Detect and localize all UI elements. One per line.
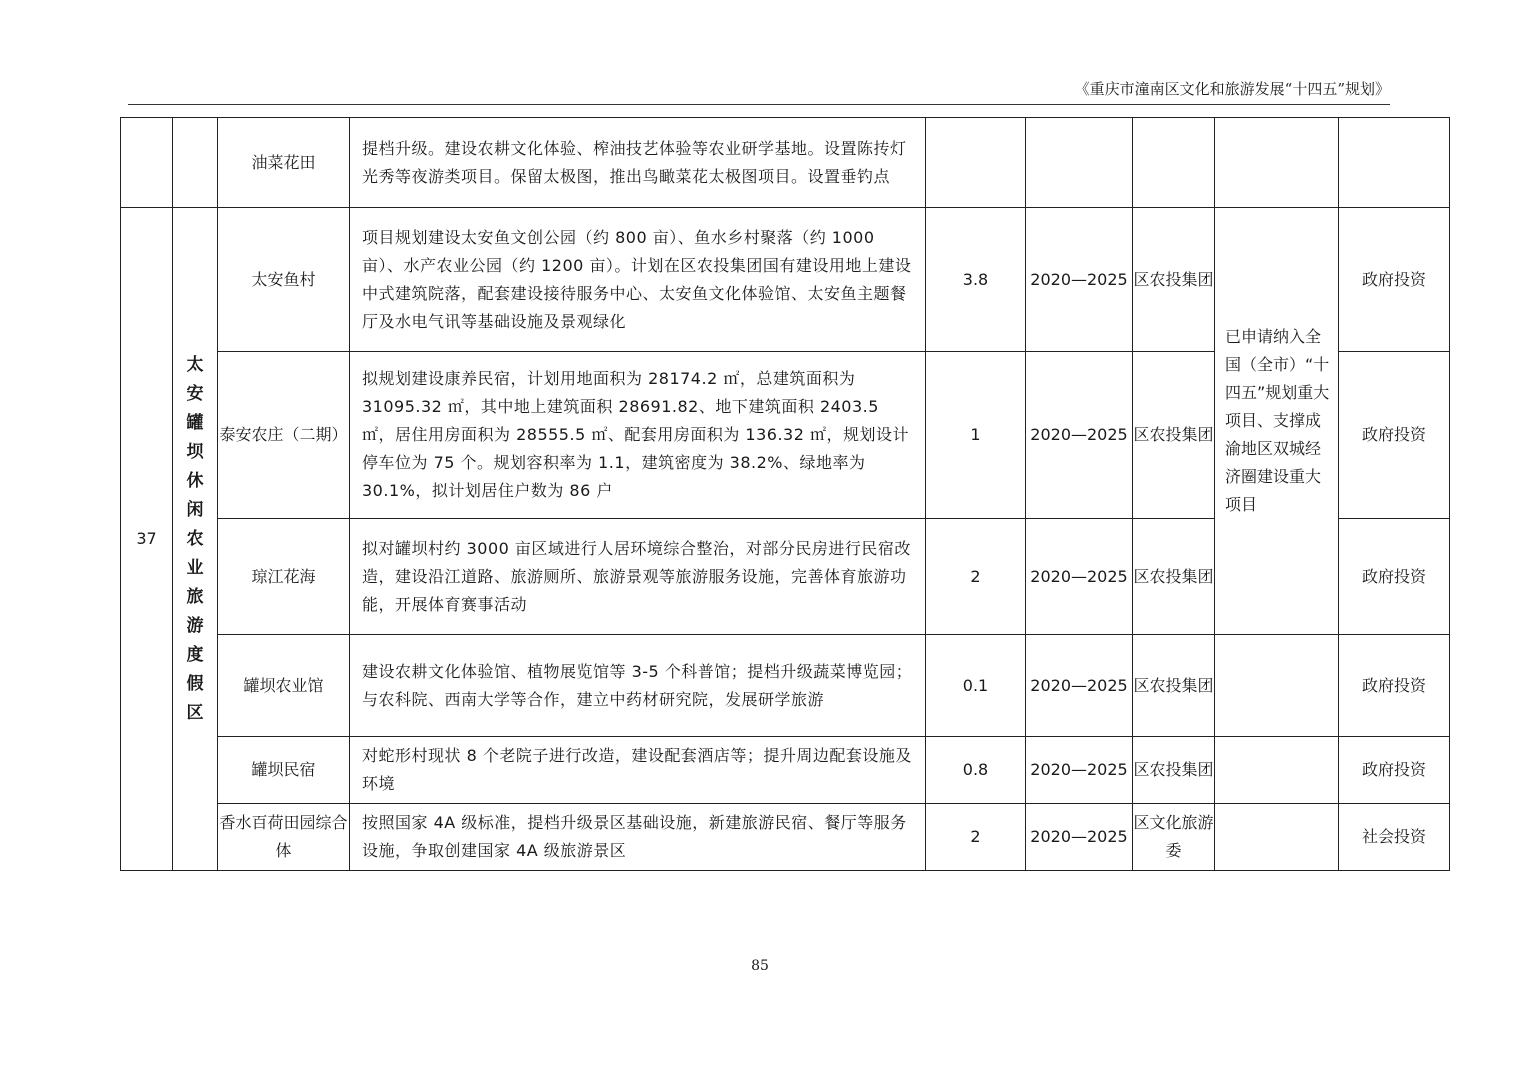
owner-cell: 区农投集团: [1133, 208, 1215, 352]
investment-cell: 0.1: [926, 635, 1026, 737]
investment-cell: 2: [926, 804, 1026, 871]
funding-cell: 政府投资: [1339, 352, 1450, 519]
project-name: 琼江花海: [218, 519, 350, 635]
project-description: 提档升级。建设农耕文化体验、榨油技艺体验等农业研学基地。设置陈抟灯光秀等夜游类项目。保留太极图，推出鸟瞰菜花太极图项目。设置垂钓点: [350, 118, 926, 208]
table-row: [121, 118, 1450, 208]
project-name: 太安鱼村: [218, 208, 350, 352]
investment-cell: 2: [926, 519, 1026, 635]
owner-cell: 区文化旅游委: [1133, 804, 1215, 871]
funding-cell: 社会投资: [1339, 804, 1450, 871]
period-cell: 2020—2025: [1026, 352, 1133, 519]
owner-cell: 区农投集团: [1133, 635, 1215, 737]
funding-cell: 政府投资: [1339, 737, 1450, 804]
index-cell: [121, 118, 173, 208]
document-header: [128, 76, 1390, 105]
table-row: [121, 635, 1450, 737]
project-name: 泰安农庄（二期）: [218, 352, 350, 519]
note-cell: [1215, 737, 1339, 804]
owner-cell: [1133, 118, 1215, 208]
project-description: 按照国家 4A 级标准，提档升级景区基础设施，新建旅游民宿、餐厅等服务设施，争取创建国家 4A 级旅游景区: [350, 804, 926, 871]
owner-cell: 区农投集团: [1133, 519, 1215, 635]
project-name: 罐坝农业馆: [218, 635, 350, 737]
period-cell: 2020—2025: [1026, 737, 1133, 804]
project-description: 项目规划建设太安鱼文创公园（约 800 亩）、鱼水乡村聚落（约 1000 亩）、水产农业公园（约 1200 亩）。计划在区农投集团国有建设用地上建设中式建筑院落，配套建设接待服务中心、太安鱼文化体验馆、太安鱼主题餐厅及水电气讯等基础设施及景观绿化: [350, 208, 926, 352]
project-name: 罐坝民宿: [218, 737, 350, 804]
owner-cell: 区农投集团: [1133, 737, 1215, 804]
period-cell: 2020—2025: [1026, 804, 1133, 871]
investment-cell: 0.8: [926, 737, 1026, 804]
period-cell: 2020—2025: [1026, 635, 1133, 737]
project-name: 油菜花田: [218, 118, 350, 208]
funding-cell: 政府投资: [1339, 208, 1450, 352]
note-cell: 已申请纳入全国（全市）“十四五”规划重大项目、支撑成渝地区双城经济圈建设重大项目: [1215, 208, 1339, 635]
group-index: 37: [121, 208, 173, 871]
period-cell: 2020—2025: [1026, 208, 1133, 352]
project-description: 拟对罐坝村约 3000 亩区域进行人居环境综合整治，对部分民房进行民宿改造，建设沿江道路、旅游厕所、旅游景观等旅游服务设施，完善体育旅游功能，开展体育赛事活动: [350, 519, 926, 635]
project-description: 对蛇形村现状 8 个老院子进行改造，建设配套酒店等；提升周边配套设施及环境: [350, 737, 926, 804]
project-description: 建设农耕文化体验馆、植物展览馆等 3-5 个科普馆；提档升级蔬菜博览园；与农科院、西南大学等合作，建立中药材研究院，发展研学旅游: [350, 635, 926, 737]
period-cell: [1026, 118, 1133, 208]
zone-name-cell: [173, 208, 218, 871]
funding-cell: 政府投资: [1339, 635, 1450, 737]
funding-cell: [1339, 118, 1450, 208]
note-cell: [1215, 804, 1339, 871]
note-cell: [1215, 118, 1339, 208]
investment-cell: [926, 118, 1026, 208]
investment-cell: 3.8: [926, 208, 1026, 352]
owner-cell: 区农投集团: [1133, 352, 1215, 519]
document-title: 《重庆市潼南区文化和旅游发展“十四五”规划》: [1074, 80, 1390, 98]
funding-cell: 政府投资: [1339, 519, 1450, 635]
project-description: 拟规划建设康养民宿，计划用地面积为 28174.2 ㎡，总建筑面积为 31095.32 ㎡，其中地上建筑面积 28691.82、地下建筑面积 2403.5 ㎡，居住用房面积为 28555.5 ㎡、配套用房面积为 136.32 ㎡，规划设计停车位为 75 个。规划容积率为 1.1，建筑密度为 38.2%、绿地率为 30.1%，拟计划居住户数为 86 户: [350, 352, 926, 519]
zone-cell: [173, 118, 218, 208]
period-cell: 2020—2025: [1026, 519, 1133, 635]
table-row: [121, 737, 1450, 804]
page-number: 85: [751, 958, 769, 974]
note-cell: [1215, 635, 1339, 737]
project-name: 香水百荷田园综合体: [218, 804, 350, 871]
project-table: [120, 117, 1450, 871]
table-row: [121, 208, 1450, 352]
table-row: [121, 804, 1450, 871]
zone-name: 太安罐坝休闲农业旅游度假区: [186, 354, 204, 723]
investment-cell: 1: [926, 352, 1026, 519]
